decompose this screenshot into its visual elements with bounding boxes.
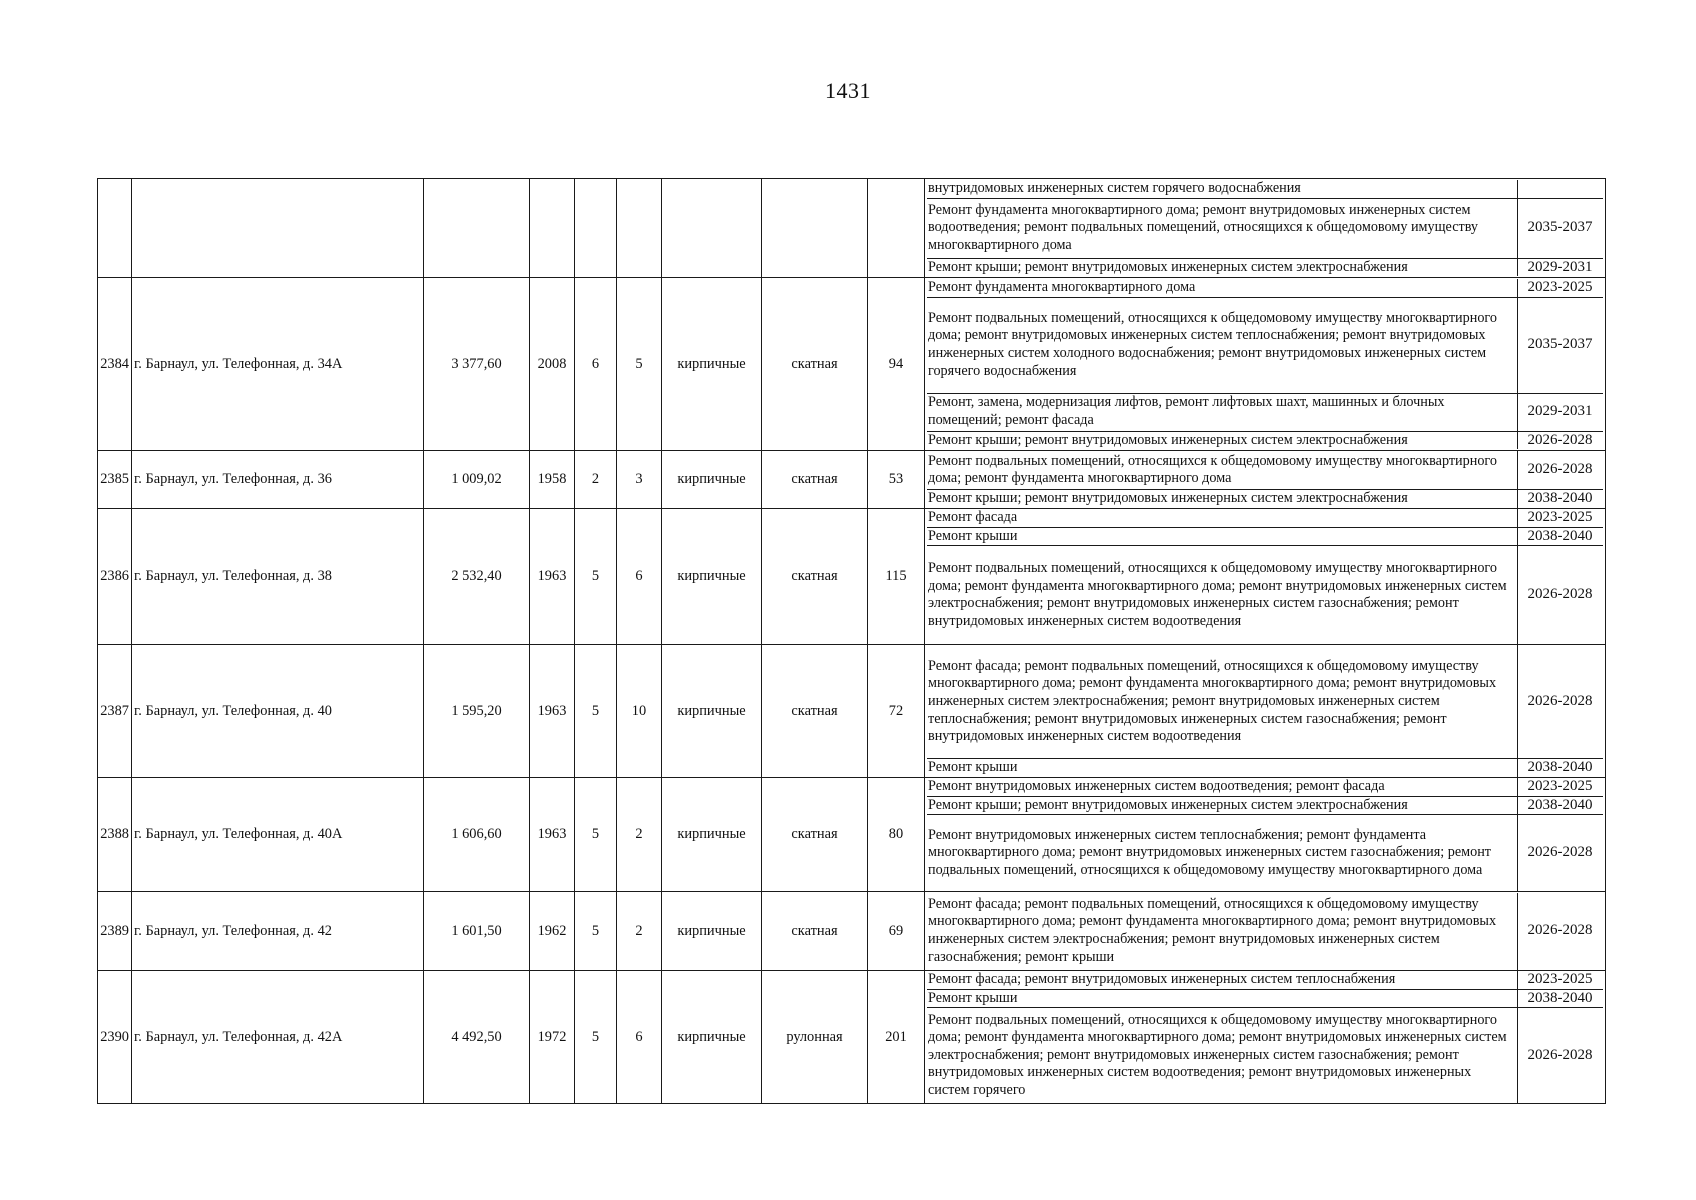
area-cell: 3 377,60	[424, 278, 530, 451]
work-item	[927, 758, 1603, 776]
roof-type-cell: скатная	[762, 278, 868, 451]
works-cell	[925, 451, 1606, 509]
floors-cell: 2	[575, 451, 617, 509]
address-cell: г. Барнаул, ул. Телефонная, д. 42А	[132, 971, 424, 1104]
work-description: Ремонт крыши	[927, 989, 1518, 1008]
year-built-cell: 1963	[530, 645, 575, 778]
address-cell: г. Барнаул, ул. Телефонная, д. 36	[132, 451, 424, 509]
work-item	[927, 778, 1603, 796]
row-number-cell: 2386	[98, 509, 132, 645]
work-period: 2026-2028	[1518, 546, 1604, 644]
works-list	[927, 778, 1603, 891]
work-period: 2026-2028	[1518, 815, 1604, 891]
residents-cell	[868, 179, 925, 278]
work-description: Ремонт фасада	[927, 509, 1518, 527]
year-built-cell	[530, 179, 575, 278]
work-item	[927, 451, 1603, 489]
row-number-cell: 2388	[98, 778, 132, 892]
residents-cell: 69	[868, 892, 925, 971]
entrances-cell: 6	[617, 971, 662, 1104]
work-item	[927, 258, 1603, 276]
work-item	[927, 527, 1603, 546]
work-period: 2038-2040	[1518, 489, 1604, 507]
work-item	[927, 489, 1603, 507]
row-number-cell: 2384	[98, 278, 132, 451]
work-period: 2026-2028	[1518, 451, 1604, 489]
work-item	[927, 198, 1603, 258]
floors-cell: 6	[575, 278, 617, 451]
area-cell: 4 492,50	[424, 971, 530, 1104]
row-number-cell: 2387	[98, 645, 132, 778]
work-description: Ремонт фасада; ремонт подвальных помещений, относящихся к общедомовому имуществу многоквартирного дома; ремонт фундамента многоквартирного дома; ремонт внутридомовых инженерных систем электроснабжения; ремонт внутридомовых инженерных систем газоснабжения; ремонт крыши	[928, 895, 1497, 965]
address-cell	[132, 179, 424, 278]
roof-type-cell: рулонная	[762, 971, 868, 1104]
work-description: внутридомовых инженерных систем горячего водоснабжения	[927, 180, 1518, 198]
work-description: Ремонт крыши; ремонт внутридомовых инженерных систем электроснабжения	[928, 489, 1408, 506]
roof-type-cell: скатная	[762, 892, 868, 971]
floors-cell: 5	[575, 778, 617, 892]
roof-type-cell	[762, 179, 868, 278]
work-period: 2035-2037	[1518, 198, 1604, 258]
page-number: 1431	[825, 78, 871, 103]
work-description: Ремонт внутридомовых инженерных систем водоотведения; ремонт фасада	[927, 778, 1518, 796]
work-period: 2038-2040	[1518, 758, 1604, 776]
residents-cell: 80	[868, 778, 925, 892]
floors-cell	[575, 179, 617, 278]
residents-cell: 53	[868, 451, 925, 509]
wall-material-cell	[662, 179, 762, 278]
floors-cell: 5	[575, 509, 617, 645]
work-period: 2023-2025	[1518, 778, 1604, 796]
table-row	[98, 645, 1606, 778]
work-description: Ремонт подвальных помещений, относящихся к общедомовому имуществу многоквартирного дома; ремонт фундамента многоквартирного дома; ремонт внутридомовых инженерных систем электроснабжения; ремонт внутридомовых инженерных систем газоснабжения; ремонт внутридомовых инженерных систем водоотведения	[928, 559, 1507, 629]
work-description: Ремонт, замена, модернизация лифтов, ремонт лифтовых шахт, машинных и блочных помещений; ремонт фасада	[927, 393, 1518, 431]
wall-material-cell: кирпичные	[662, 451, 762, 509]
work-period: 2029-2031	[1518, 258, 1604, 276]
work-period	[1518, 180, 1604, 198]
works-cell	[925, 778, 1606, 892]
work-description: Ремонт крыши; ремонт внутридомовых инженерных систем электроснабжения	[927, 796, 1518, 815]
work-period: 2026-2028	[1518, 645, 1604, 758]
table-row	[98, 971, 1606, 1104]
works-list	[927, 893, 1603, 970]
works-list	[927, 279, 1603, 449]
work-description: Ремонт крыши	[927, 527, 1518, 546]
work-description: Ремонт фасада; ремонт внутридомовых инженерных систем теплоснабжения	[927, 971, 1518, 989]
wall-material-cell: кирпичные	[662, 892, 762, 971]
work-description: Ремонт крыши; ремонт внутридомовых инженерных систем электроснабжения	[928, 431, 1408, 448]
table-row	[98, 778, 1606, 892]
work-period: 2023-2025	[1518, 971, 1604, 989]
work-period: 2038-2040	[1518, 527, 1604, 546]
area-cell: 1 606,60	[424, 778, 530, 892]
area-cell: 1 595,20	[424, 645, 530, 778]
floors-cell: 5	[575, 645, 617, 778]
work-period: 2026-2028	[1518, 431, 1604, 449]
area-cell: 1 009,02	[424, 451, 530, 509]
works-cell	[925, 509, 1606, 645]
work-item	[927, 645, 1603, 758]
work-period: 2038-2040	[1518, 989, 1604, 1008]
work-item	[927, 180, 1603, 198]
residents-cell: 115	[868, 509, 925, 645]
table-row	[98, 179, 1606, 278]
residents-cell: 94	[868, 278, 925, 451]
roof-type-cell: скатная	[762, 451, 868, 509]
wall-material-cell: кирпичные	[662, 509, 762, 645]
floors-cell: 5	[575, 971, 617, 1104]
entrances-cell: 2	[617, 778, 662, 892]
work-period: 2038-2040	[1518, 796, 1604, 815]
work-period: 2026-2028	[1518, 1008, 1604, 1103]
address-cell: г. Барнаул, ул. Телефонная, д. 38	[132, 509, 424, 645]
works-cell	[925, 645, 1606, 778]
year-built-cell: 2008	[530, 278, 575, 451]
table-row	[98, 892, 1606, 971]
row-number-cell: 2390	[98, 971, 132, 1104]
residents-cell: 72	[868, 645, 925, 778]
residents-cell: 201	[868, 971, 925, 1104]
work-item	[927, 989, 1603, 1008]
work-item	[927, 815, 1603, 891]
work-item	[927, 1008, 1603, 1103]
work-item	[927, 393, 1603, 431]
work-item	[927, 796, 1603, 815]
work-item	[927, 546, 1603, 644]
row-number-cell: 2389	[98, 892, 132, 971]
entrances-cell: 2	[617, 892, 662, 971]
work-description: Ремонт подвальных помещений, относящихся к общедомовому имуществу многоквартирного дома; ремонт фундамента многоквартирного дома	[927, 451, 1518, 489]
work-item	[927, 297, 1603, 393]
work-description: Ремонт подвальных помещений, относящихся к общедомовому имуществу многоквартирного дома; ремонт внутридомовых инженерных систем теплоснабжения; ремонт внутридомовых инженерных систем холодного водоснабжения; ремонт внутридомовых инженерных систем горячего водоснабжения	[927, 297, 1518, 393]
work-item	[927, 431, 1603, 449]
area-cell: 2 532,40	[424, 509, 530, 645]
year-built-cell: 1962	[530, 892, 575, 971]
works-list	[927, 451, 1603, 507]
works-cell	[925, 892, 1606, 971]
row-number-cell	[98, 179, 132, 278]
works-list	[927, 971, 1603, 1103]
works-cell	[925, 971, 1606, 1104]
wall-material-cell: кирпичные	[662, 778, 762, 892]
work-period: 2026-2028	[1518, 893, 1604, 970]
work-period: 2023-2025	[1518, 509, 1604, 527]
works-cell	[925, 278, 1606, 451]
registry-body	[98, 179, 1606, 1104]
work-period: 2023-2025	[1518, 279, 1604, 297]
floors-cell: 5	[575, 892, 617, 971]
area-cell: 1 601,50	[424, 892, 530, 971]
work-description: Ремонт внутридомовых инженерных систем теплоснабжения; ремонт фундамента многоквартирного дома; ремонт внутридомовых инженерных систем газоснабжения; ремонт подвальных помещений, относящихся к общедомовому имуществу многоквартирного дома	[928, 826, 1492, 878]
roof-type-cell: скатная	[762, 778, 868, 892]
work-description: Ремонт фундамента многоквартирного дома	[927, 279, 1518, 297]
table-row	[98, 509, 1606, 645]
registry-table	[97, 178, 1606, 1104]
address-cell: г. Барнаул, ул. Телефонная, д. 40А	[132, 778, 424, 892]
entrances-cell	[617, 179, 662, 278]
year-built-cell: 1963	[530, 778, 575, 892]
area-cell	[424, 179, 530, 278]
work-description: Ремонт крыши	[928, 758, 1018, 775]
row-number-cell: 2385	[98, 451, 132, 509]
table-row	[98, 451, 1606, 509]
wall-material-cell: кирпичные	[662, 278, 762, 451]
work-description: Ремонт фасада; ремонт подвальных помещений, относящихся к общедомовому имуществу многоквартирного дома; ремонт фундамента многоквартирного дома; ремонт внутридомовых инженерных систем электроснабжения; ремонт внутридомовых инженерных систем теплоснабжения; ремонт внутридомовых инженерных систем газоснабжения; ремонт внутридомовых инженерных систем водоотведения	[927, 645, 1518, 758]
works-list	[927, 180, 1603, 276]
year-built-cell: 1963	[530, 509, 575, 645]
address-cell: г. Барнаул, ул. Телефонная, д. 42	[132, 892, 424, 971]
roof-type-cell: скатная	[762, 509, 868, 645]
wall-material-cell: кирпичные	[662, 645, 762, 778]
work-description: Ремонт подвальных помещений, относящихся к общедомовому имуществу многоквартирного дома; ремонт фундамента многоквартирного дома; ремонт внутридомовых инженерных систем электроснабжения; ремонт внутридомовых инженерных систем газоснабжения; ремонт внутридомовых инженерных систем водоотведения; ремонт внутридомовых инженерных систем горячего	[928, 1011, 1507, 1098]
entrances-cell: 10	[617, 645, 662, 778]
entrances-cell: 3	[617, 451, 662, 509]
work-description: Ремонт фундамента многоквартирного дома; ремонт внутридомовых инженерных систем водоотведения; ремонт подвальных помещений, относящихся к общедомовому имуществу многоквартирного дома	[927, 198, 1518, 258]
work-item	[927, 279, 1603, 297]
works-cell	[925, 179, 1606, 278]
entrances-cell: 5	[617, 278, 662, 451]
work-item	[927, 971, 1603, 989]
table-row	[98, 278, 1606, 451]
works-list	[927, 509, 1603, 644]
wall-material-cell: кирпичные	[662, 971, 762, 1104]
work-item	[927, 893, 1603, 970]
works-list	[927, 645, 1603, 776]
entrances-cell: 6	[617, 509, 662, 645]
roof-type-cell: скатная	[762, 645, 868, 778]
address-cell: г. Барнаул, ул. Телефонная, д. 34А	[132, 278, 424, 451]
work-description: Ремонт крыши; ремонт внутридомовых инженерных систем электроснабжения	[928, 258, 1408, 275]
year-built-cell: 1958	[530, 451, 575, 509]
work-period: 2035-2037	[1518, 297, 1604, 393]
address-cell: г. Барнаул, ул. Телефонная, д. 40	[132, 645, 424, 778]
work-period: 2029-2031	[1518, 393, 1604, 431]
year-built-cell: 1972	[530, 971, 575, 1104]
work-item	[927, 509, 1603, 527]
